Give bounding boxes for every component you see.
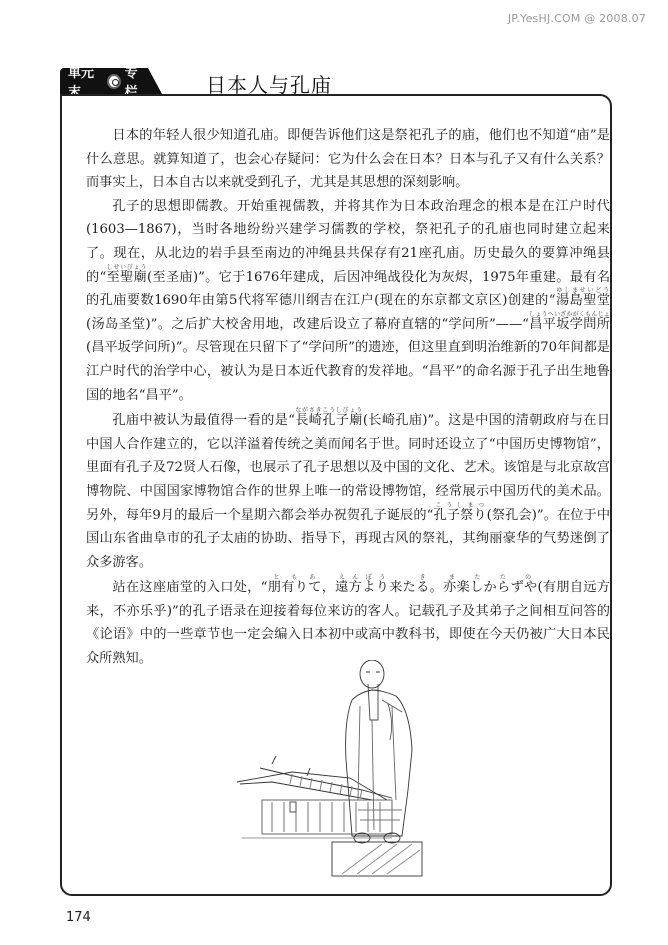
page-number: 174 [66,910,91,925]
page-title: 日本人与孔庙 [206,73,332,97]
paragraph-3: 孔庙中被认为最值得一看的是“長崎孔子廟ながさきこうしびょう(长崎孔庙)”。这是中国的清朝政府与在日中国人合作建立的，它以洋溢着传统之美而闻名于世。同时还设立了“中国历史博物馆”，里面有孔子及72贤人石像，也展示了孔子思想以及中国的文化、艺术。该馆是与北京故宫博物院、中国国家博物馆合作的世界上唯一的常设博物馆，经常展示中国历代的美术品。另外，每年9月的最后一个星期六都会举办祝贺孔子诞辰的“孔子祭りこうしまつ(祭孔会)”。在位于中国山东省曲阜市的孔子太庙的协助、指导下，再现古风的祭礼，其绚丽豪华的气势迷倒了众多游客。 [86,407,611,570]
paragraph-2: 孔子的思想即儒教。开始重视儒教，并将其作为日本政治理念的根本是在江户时代(1603—1867)，当时各地纷纷兴建学习儒教的学校，祭祀孔子的孔庙也同时建立起来了。现在，从北边的岩手县至南边的冲绳县共保存有21座孔庙。历史最久的要算冲绳县的“至聖廟しせいびょう(至圣庙)”。它于1676年建成，后因冲绳战役化为灰烬，1975年重建。最有名的孔庙要数1690年由第5代将军德川纲吉在江户(现在的东京都文京区)创建的“湯島聖堂ゆしませいどう(汤岛圣堂)”。之后扩大校舍用地，改建后设立了幕府直辖的“学问所”——“昌平坂学問所しょうへいざかがくもんじょ(昌平坂学问所)”。尽管现在只留下了“学问所”的遗迹，但这里直到明治维新的70年间都是江户时代的治学中心，被认为是日本近代教育的发祥地。“昌平”的命名源于孔子出生地鲁国的地名“昌平”。 [86,198,611,403]
ruby-term: 孔子祭りこうしまつ [433,501,487,523]
ruby-term: 湯島聖堂ゆしませいどう [555,287,611,309]
article-body [86,124,610,671]
ruby-term: 遠方より来たるえんぽう き [335,574,430,596]
ruby-term: 至聖廟しせいびょう [106,263,148,285]
ruby-term: 朋有りてともあ [267,574,322,596]
ruby-term: 亦楽しからずやまたたの [443,574,538,596]
tab-label-left: 单元末 [68,66,95,100]
paragraph-4: 站在这座庙堂的入口处，“朋有りてともあ，遠方より来たるえんぽう き。亦楽しからずやまたたの(有朋自远方来，不亦乐乎)”的孔子语录在迎接着每位来访的客人。记载孔子及其弟子之间相互问答的《论语》中的一些章节也一定会编入日本初中或高中教科书，即使在今天仍被广大日本民众所熟知。 [86,574,610,667]
confucius-statue-illustration [232,660,472,880]
paragraph-1: 日本的年轻人很少知道孔庙。即便告诉他们这是祭祀孔子的庙，他们也不知道“庙”是什么意思。就算知道了，也会心存疑问：它为什么会在日本？日本与孔子又有什么关系？而事实上，日本自古以来就受到孔子，尤其是其思想的深刻影响。 [86,128,610,191]
emblem-icon [107,74,121,89]
ruby-term: 長崎孔子廟ながさきこうしびょう [294,407,363,429]
ruby-term: 昌平坂学問所しょうへいざかがくもんじょ [528,310,610,332]
tab-label-right: 专栏 [124,66,138,100]
watermark: JP.YesHJ.COM @ 2008.07 [507,12,646,25]
section-label-tab [60,66,148,100]
